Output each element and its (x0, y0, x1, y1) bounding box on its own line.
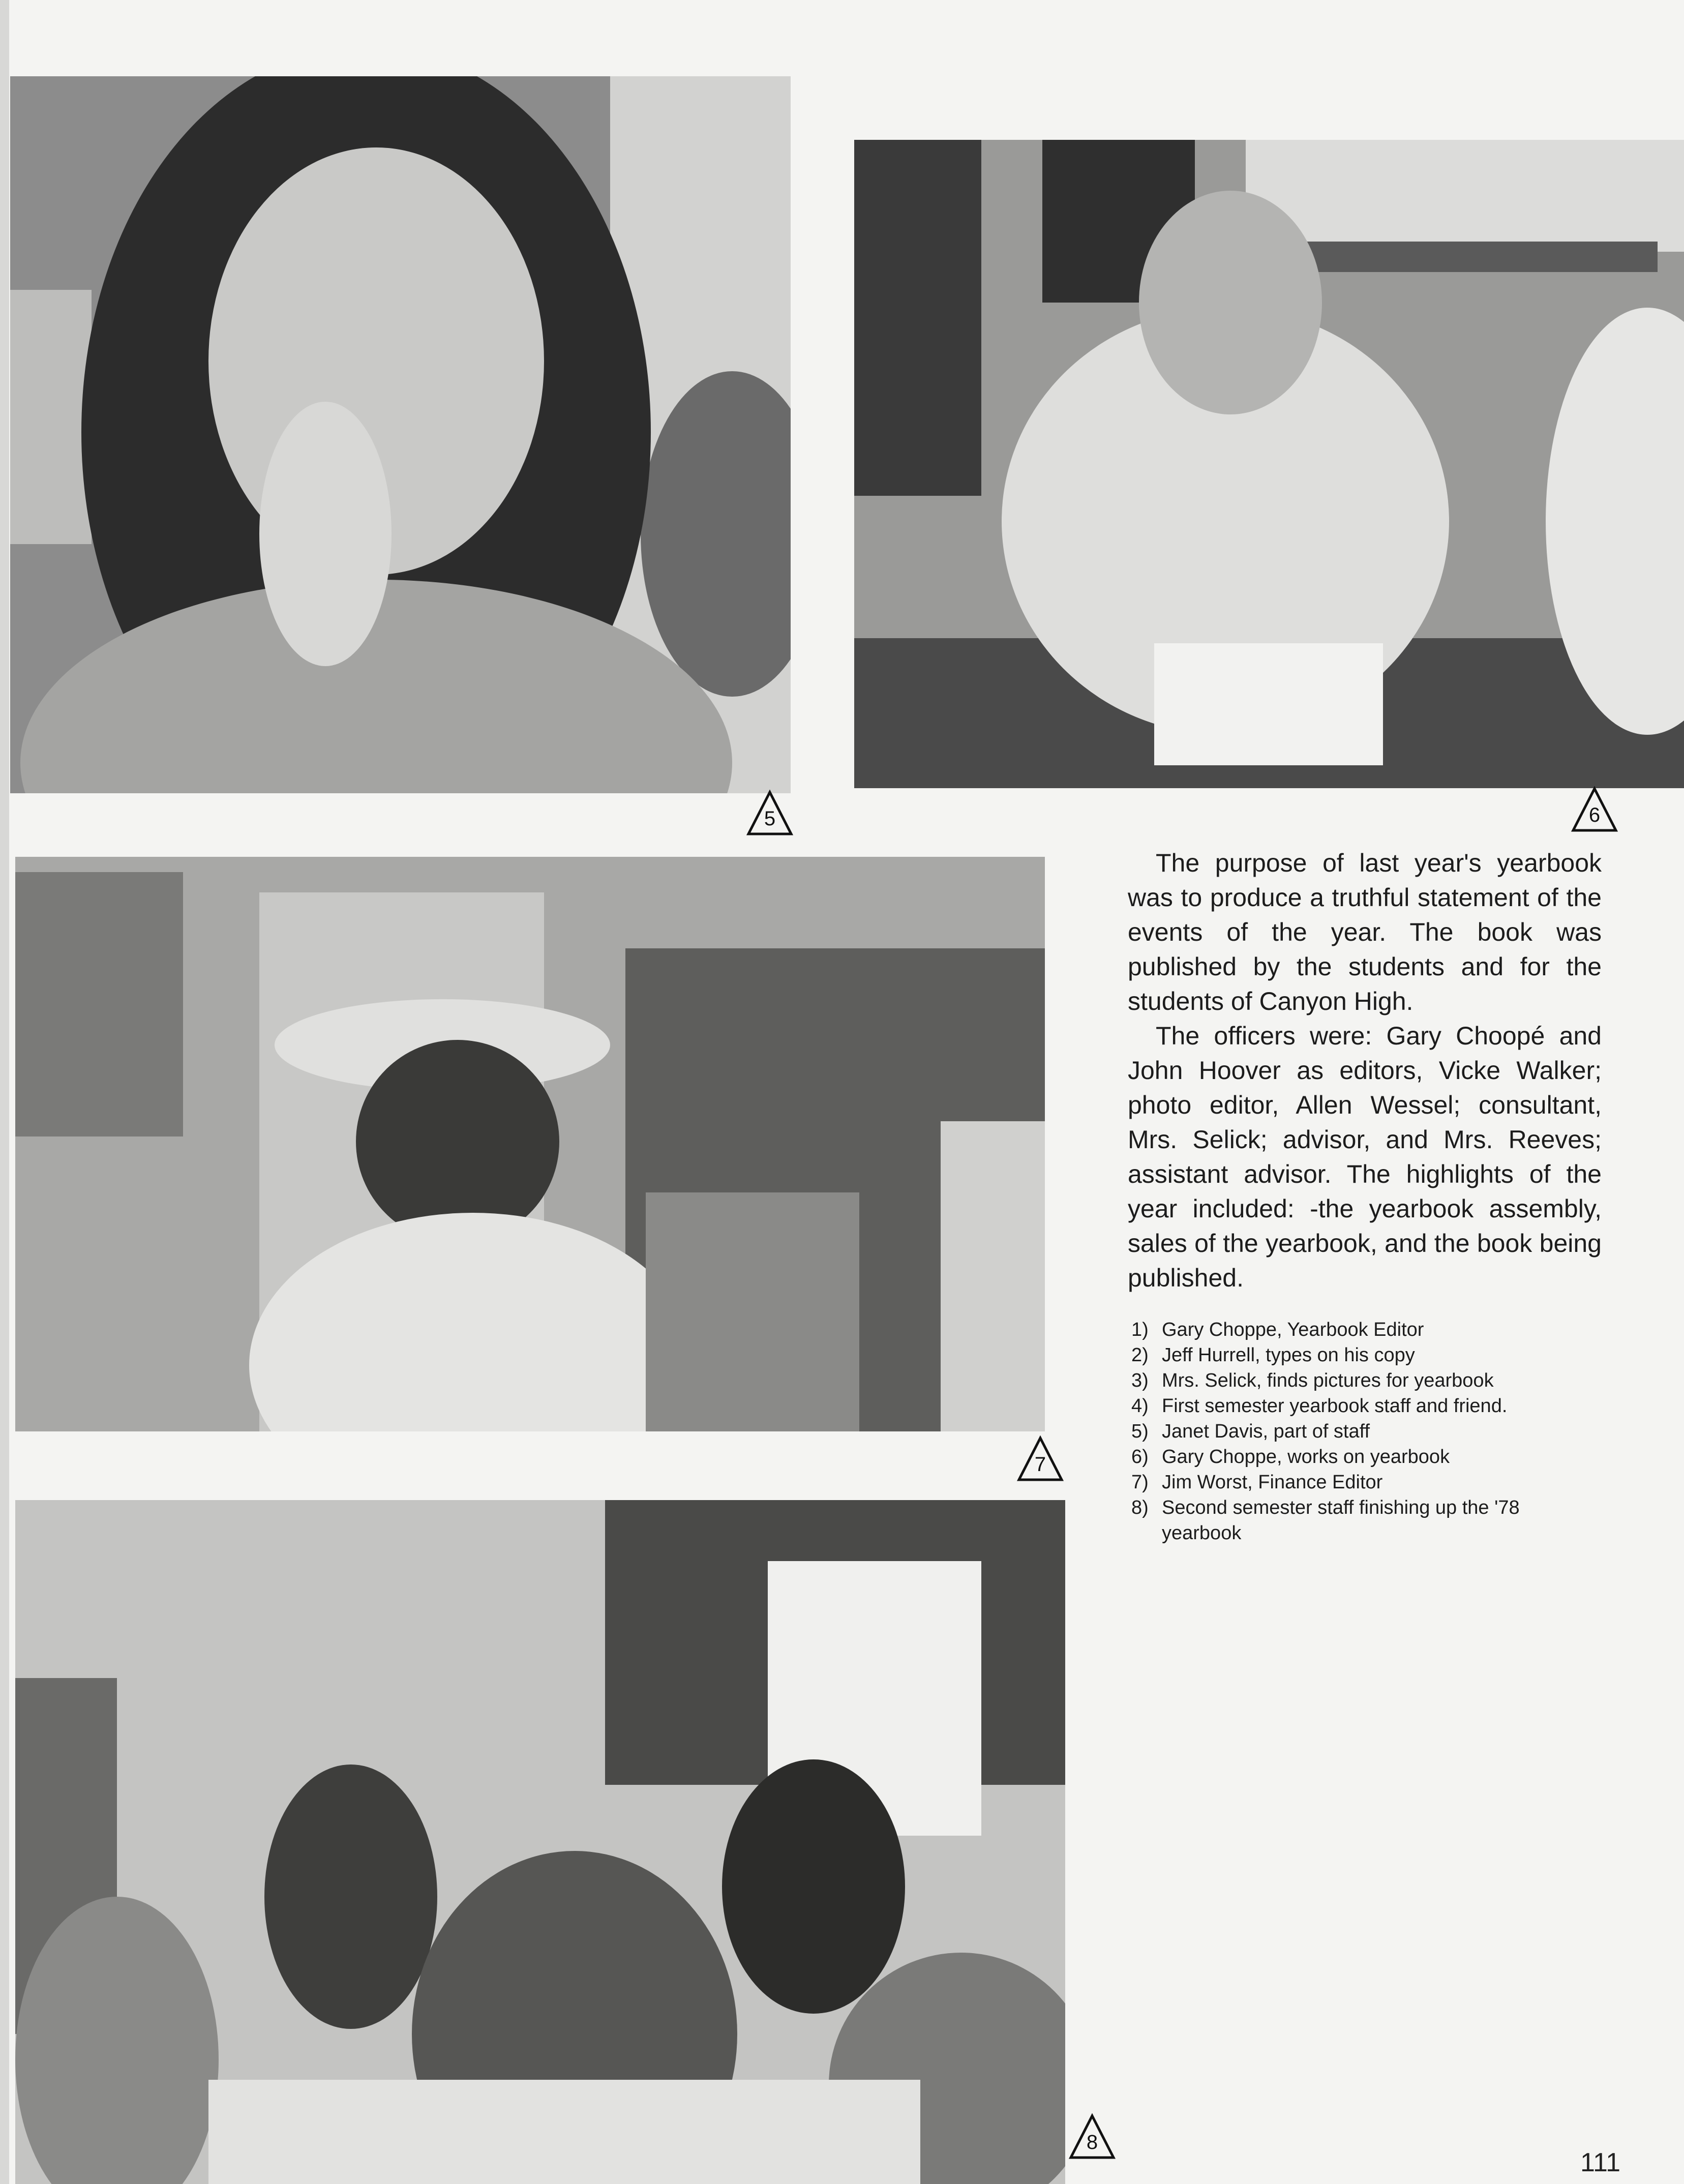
caption-item (1131, 1368, 1602, 1393)
caption-text: Second semester staff finishing up the '78 yearbook (1162, 1497, 1520, 1544)
caption-item (1131, 1470, 1602, 1495)
page-number: 111 (1580, 2148, 1621, 2177)
photo-7-marker (1017, 1435, 1064, 1482)
classroom-staff-photo-icon (15, 1500, 1065, 2184)
caption-number: 3) (1131, 1370, 1149, 1391)
page-binding-edge (0, 0, 9, 2184)
caption-text: Gary Choppe, works on yearbook (1162, 1446, 1450, 1468)
photo-5-number: 5 (764, 807, 776, 830)
caption-number: 5) (1131, 1421, 1149, 1442)
photo-6-number: 6 (1588, 804, 1601, 826)
caption-number: 2) (1131, 1344, 1149, 1366)
caption-text: Mrs. Selick, finds pictures for yearbook (1162, 1370, 1494, 1391)
body-paragraph-2: The officers were: Gary Choopé and John Hoover as editors, Vicke Walker; photo editor, Allen Wessel; consultant, Mrs. Selick; advisor, and Mrs. Reeves; assistant advisor. The highlights of the year included: -the yearbook assembly, sales of the yearbook, and the book being published. (1128, 1022, 1602, 1292)
caption-text: Janet Davis, part of staff (1162, 1421, 1370, 1442)
caption-text: Jim Worst, Finance Editor (1162, 1472, 1383, 1493)
photo-5-marker (746, 789, 793, 836)
caption-item (1131, 1342, 1602, 1368)
photo-6-marker (1571, 786, 1618, 832)
caption-item (1131, 1317, 1602, 1342)
caption-number: 4) (1131, 1395, 1149, 1417)
photo-7 (15, 857, 1045, 1431)
photo-6 (854, 140, 1684, 788)
photo-7-number: 7 (1034, 1453, 1046, 1476)
caption-text: First semester yearbook staff and friend. (1162, 1395, 1508, 1417)
caption-item (1131, 1393, 1602, 1419)
desk-work-photo-icon (854, 140, 1684, 788)
hat-portrait-photo-icon (15, 857, 1045, 1431)
caption-text: Gary Choppe, Yearbook Editor (1162, 1319, 1424, 1340)
caption-text: Jeff Hurrell, types on his copy (1162, 1344, 1415, 1366)
photo-5 (10, 76, 791, 793)
caption-item (1131, 1495, 1602, 1546)
caption-number: 6) (1131, 1446, 1149, 1468)
portrait-photo-icon (10, 76, 791, 793)
caption-number: 1) (1131, 1319, 1149, 1340)
photo-captions-list (1131, 1317, 1602, 1546)
photo-8-number: 8 (1086, 2131, 1098, 2153)
body-text (1128, 846, 1602, 1295)
body-paragraph-1: The purpose of last year's yearbook was to produce a truthful statement of the events of the year. The book was published by the students and for the students of Canyon High. (1128, 849, 1602, 1015)
photo-8 (15, 1500, 1065, 2184)
caption-item (1131, 1444, 1602, 1470)
photo-8-marker (1069, 2113, 1116, 2160)
caption-number: 8) (1131, 1497, 1149, 1518)
caption-item (1131, 1419, 1602, 1444)
caption-number: 7) (1131, 1472, 1149, 1493)
